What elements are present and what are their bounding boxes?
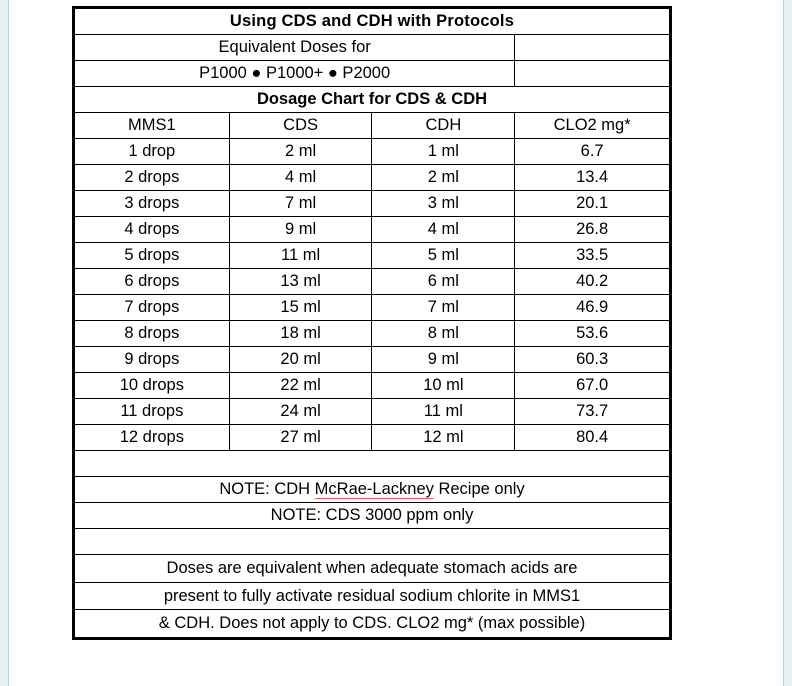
cell-mms1: 12 drops <box>75 425 230 451</box>
cell-mms1: 4 drops <box>75 217 230 243</box>
cell-cdh: 1 ml <box>372 139 515 165</box>
subtitle-line-2: P1000 ● P1000+ ● P2000 <box>75 61 515 87</box>
page-left-edge <box>0 0 9 686</box>
cell-mms1: 8 drops <box>75 321 230 347</box>
cell-clo2: 80.4 <box>515 425 670 451</box>
spacer-cell <box>75 451 670 477</box>
cell-cds: 22 ml <box>229 373 372 399</box>
cell-cdh: 4 ml <box>372 217 515 243</box>
cell-cdh: 3 ml <box>372 191 515 217</box>
title-row <box>75 9 670 35</box>
table-row <box>75 269 670 295</box>
cell-cds: 11 ml <box>229 243 372 269</box>
cell-clo2: 73.7 <box>515 399 670 425</box>
dosage-chart-banner: Dosage Chart for CDS & CDH <box>75 87 670 113</box>
table-row <box>75 165 670 191</box>
table-row <box>75 425 670 451</box>
cell-cds: 18 ml <box>229 321 372 347</box>
cell-clo2: 53.6 <box>515 321 670 347</box>
cell-cdh: 5 ml <box>372 243 515 269</box>
spacer-cell-2 <box>75 529 670 555</box>
table-header-row <box>75 113 670 139</box>
dosage-chart-sheet <box>72 6 672 640</box>
cell-cdh: 2 ml <box>372 165 515 191</box>
cell-clo2: 60.3 <box>515 347 670 373</box>
cell-mms1: 5 drops <box>75 243 230 269</box>
column-header-mms1: MMS1 <box>75 113 230 139</box>
note-cds-ppm: NOTE: CDS 3000 ppm only <box>75 503 670 529</box>
cell-cds: 13 ml <box>229 269 372 295</box>
cell-mms1: 11 drops <box>75 399 230 425</box>
note-row-2 <box>75 503 670 529</box>
note1-suffix: Recipe only <box>433 480 525 498</box>
cell-mms1: 2 drops <box>75 165 230 191</box>
table-row <box>75 243 670 269</box>
table-row <box>75 373 670 399</box>
footer-row-2 <box>75 582 670 610</box>
cell-cdh: 11 ml <box>372 399 515 425</box>
cell-mms1: 10 drops <box>75 373 230 399</box>
cell-mms1: 3 drops <box>75 191 230 217</box>
page-title: Using CDS and CDH with Protocols <box>75 9 670 35</box>
cell-cds: 20 ml <box>229 347 372 373</box>
table-row <box>75 347 670 373</box>
page-right-edge <box>783 0 792 686</box>
footer-line-3: & CDH. Does not apply to CDS. CLO2 mg* (max possible) <box>75 610 670 638</box>
note1-underlined-term: McRae-Lackney <box>314 480 434 498</box>
cell-clo2: 20.1 <box>515 191 670 217</box>
cell-clo2: 67.0 <box>515 373 670 399</box>
cell-cdh: 7 ml <box>372 295 515 321</box>
subtitle-spacer-1 <box>515 35 670 61</box>
subtitle-line-1: Equivalent Doses for <box>75 35 515 61</box>
table-row <box>75 139 670 165</box>
cell-clo2: 6.7 <box>515 139 670 165</box>
subtitle-row-1 <box>75 35 670 61</box>
column-header-cds: CDS <box>229 113 372 139</box>
cell-mms1: 7 drops <box>75 295 230 321</box>
table-row <box>75 191 670 217</box>
cell-clo2: 46.9 <box>515 295 670 321</box>
cell-cdh: 8 ml <box>372 321 515 347</box>
cell-mms1: 9 drops <box>75 347 230 373</box>
subtitle-row-2 <box>75 61 670 87</box>
cell-cds: 2 ml <box>229 139 372 165</box>
subtitle-spacer-2 <box>515 61 670 87</box>
cell-mms1: 6 drops <box>75 269 230 295</box>
cell-cds: 24 ml <box>229 399 372 425</box>
note1-prefix: NOTE: CDH <box>219 480 315 498</box>
cell-cds: 7 ml <box>229 191 372 217</box>
cell-clo2: 26.8 <box>515 217 670 243</box>
cell-clo2: 33.5 <box>515 243 670 269</box>
cell-cds: 15 ml <box>229 295 372 321</box>
note-cdh-recipe <box>75 477 670 503</box>
table-row <box>75 295 670 321</box>
spacer-row-2 <box>75 529 670 555</box>
cell-clo2: 13.4 <box>515 165 670 191</box>
cell-clo2: 40.2 <box>515 269 670 295</box>
table-row <box>75 217 670 243</box>
cell-cdh: 9 ml <box>372 347 515 373</box>
footer-row-3 <box>75 610 670 638</box>
cell-cdh: 6 ml <box>372 269 515 295</box>
table-row <box>75 321 670 347</box>
table-row <box>75 399 670 425</box>
banner-row <box>75 87 670 113</box>
dosage-chart-table <box>74 8 670 638</box>
cell-cds: 27 ml <box>229 425 372 451</box>
footer-row-1 <box>75 555 670 583</box>
cell-cds: 9 ml <box>229 217 372 243</box>
spacer-row <box>75 451 670 477</box>
footer-line-1: Doses are equivalent when adequate stomach acids are <box>75 555 670 583</box>
cell-cds: 4 ml <box>229 165 372 191</box>
cell-cdh: 10 ml <box>372 373 515 399</box>
column-header-cdh: CDH <box>372 113 515 139</box>
cell-cdh: 12 ml <box>372 425 515 451</box>
note-row-1 <box>75 477 670 503</box>
column-header-clo2: CLO2 mg* <box>515 113 670 139</box>
footer-line-2: present to fully activate residual sodium chlorite in MMS1 <box>75 582 670 610</box>
cell-mms1: 1 drop <box>75 139 230 165</box>
